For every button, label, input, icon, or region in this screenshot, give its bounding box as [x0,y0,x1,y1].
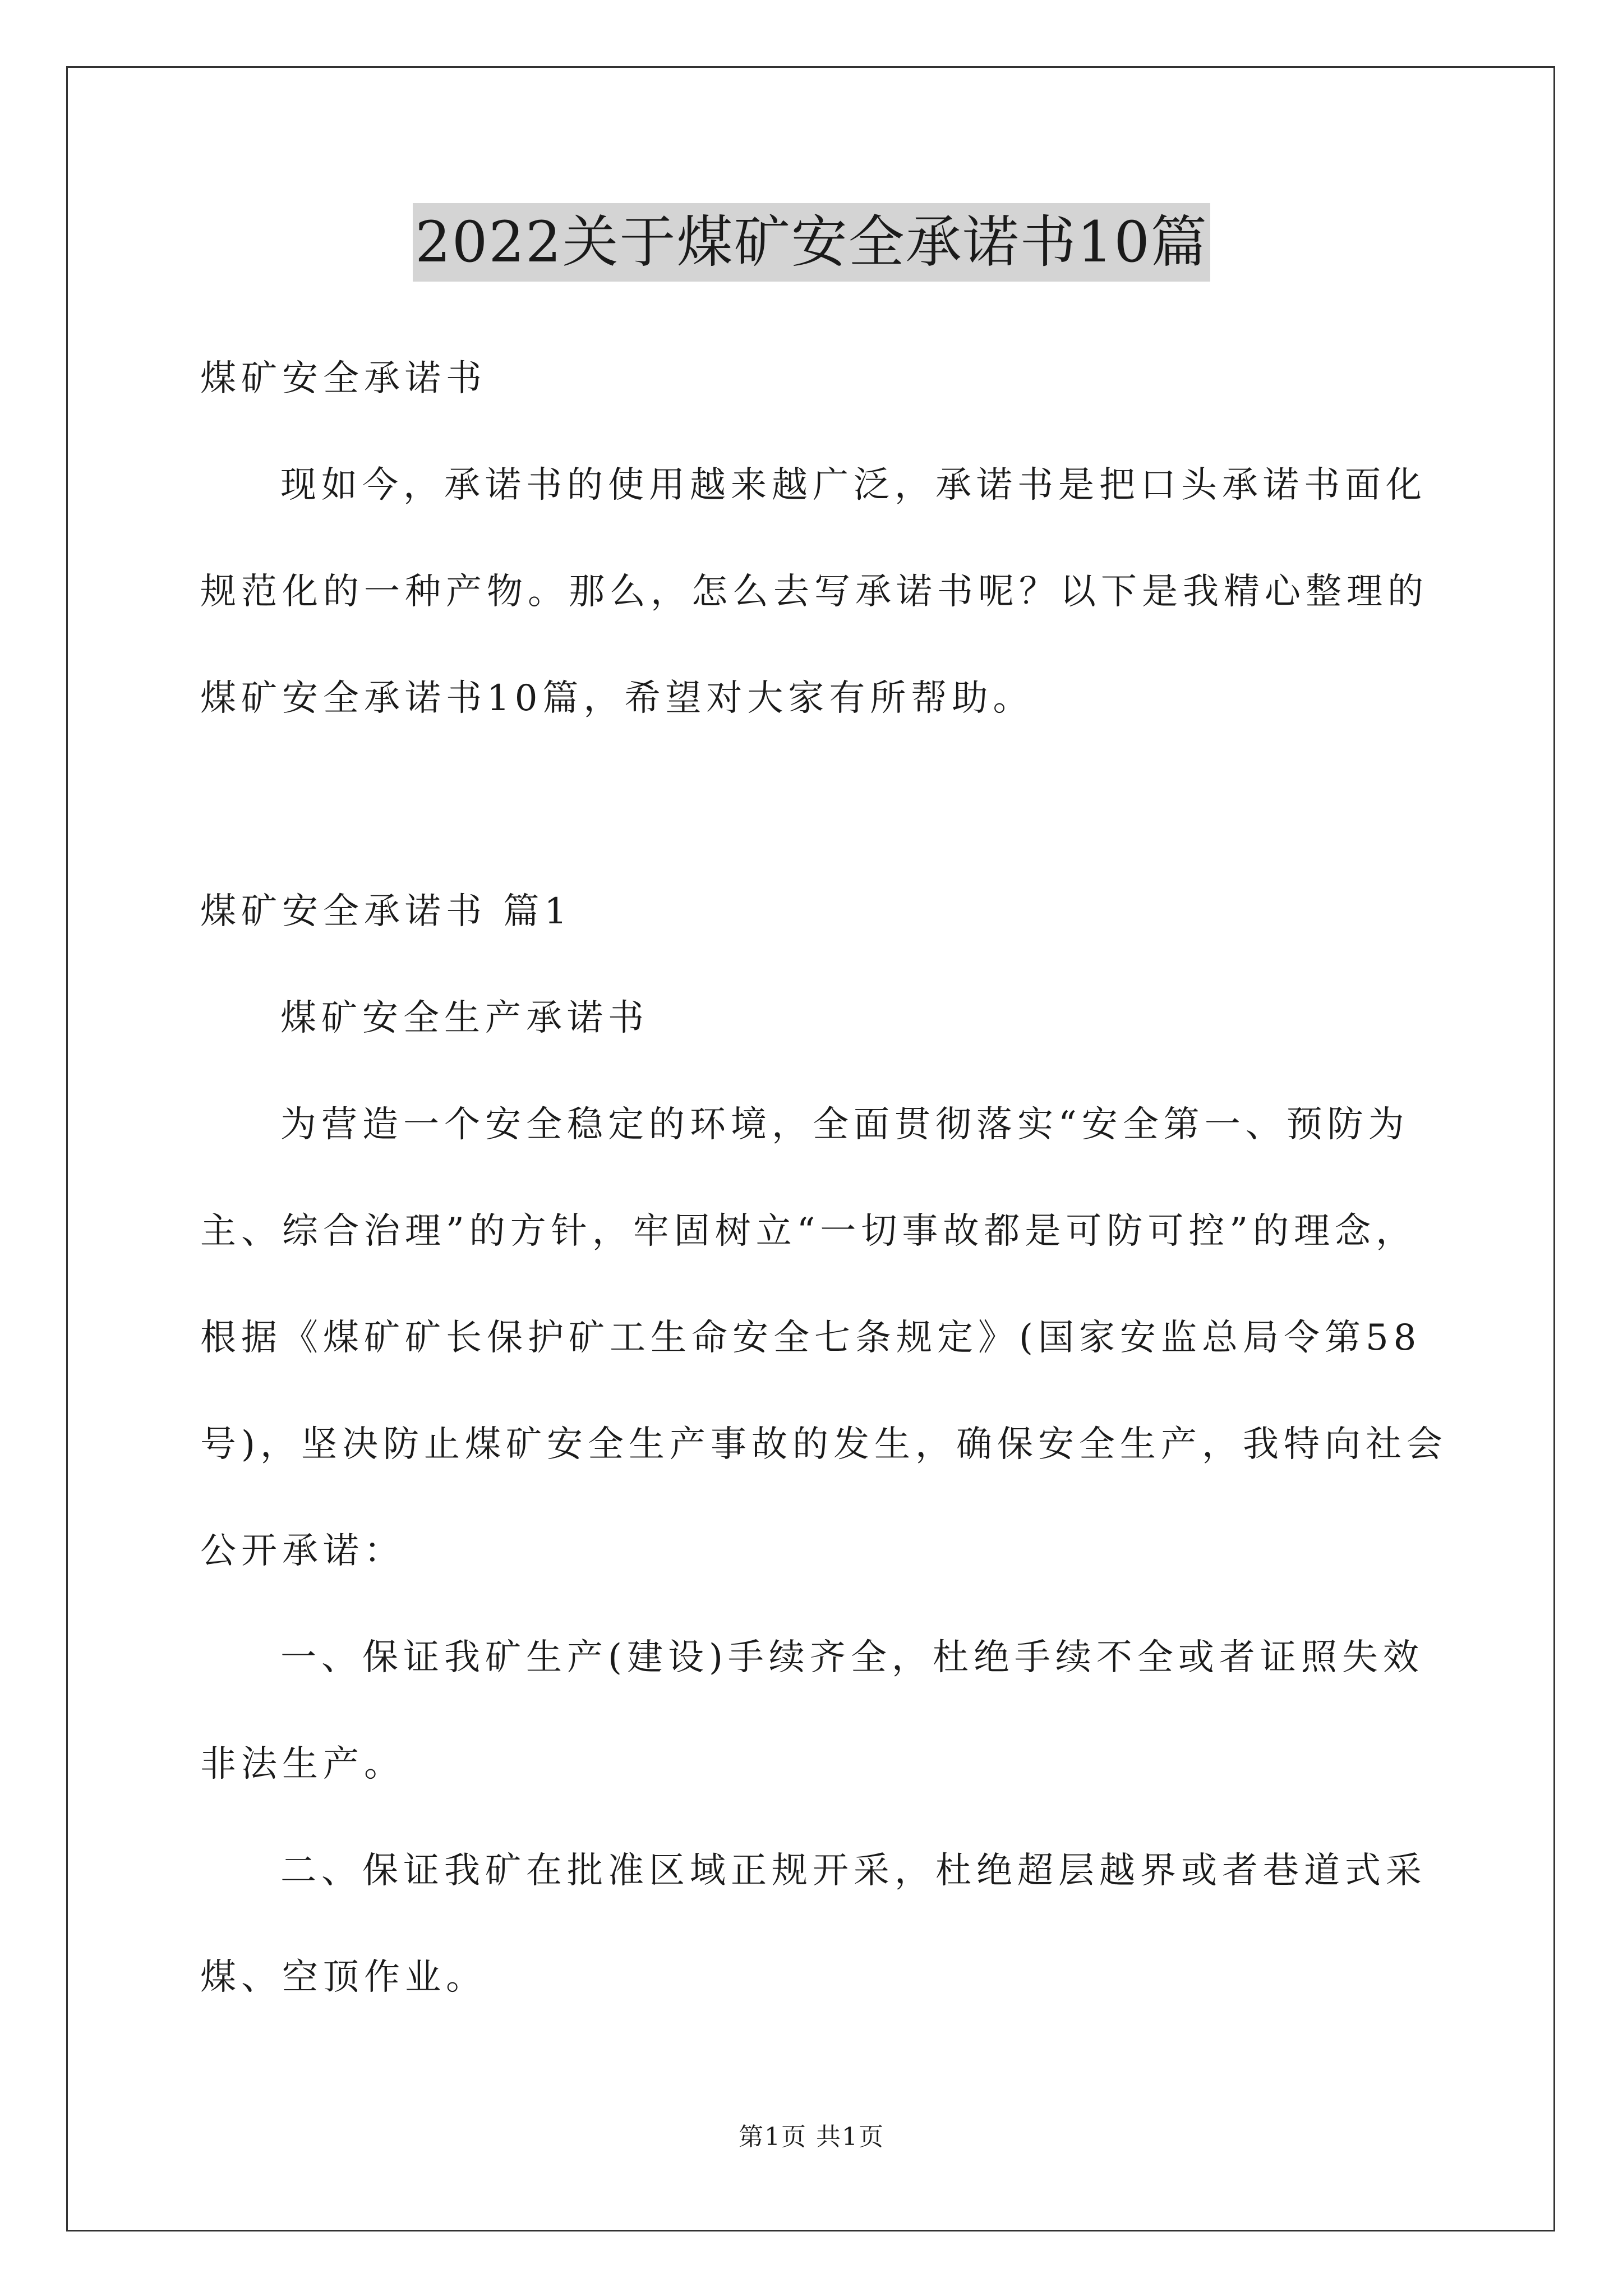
page-footer: 第1页 共1页 [739,2123,884,2151]
paragraph-line: 号)，坚决防止煤矿安全生产事故的发生，确保安全生产，我特向社会 [200,1424,1447,1465]
paragraph-line: 煤、空顶作业。 [200,1957,487,1998]
paragraph-line: 一、保证我矿生产(建设)手续齐全，杜绝手续不全或者证照失效 [280,1637,1424,1678]
subheading: 煤矿安全生产承诺书 [280,997,649,1039]
paragraph-line: 煤矿安全承诺书10篇，希望对大家有所帮助。 [200,678,1034,719]
title-container [0,203,1623,282]
paragraph-line: 二、保证我矿在批准区域正规开采，杜绝超层越界或者巷道式采 [280,1850,1427,1892]
paragraph-line: 主、综合治理”的方针，牢固树立“一切事故都是可防可控”的理念， [200,1211,1417,1252]
section-heading: 煤矿安全承诺书 篇1 [200,891,573,932]
paragraph-line: 公开承诺： [200,1530,405,1572]
paragraph-line: 现如今，承诺书的使用越来越广泛，承诺书是把口头承诺书面化 [280,464,1427,506]
paragraph-line: 根据《煤矿矿长保护矿工生命安全七条规定》(国家安监总局令第58 [200,1317,1422,1359]
intro-heading: 煤矿安全承诺书 [200,358,487,399]
paragraph-line: 为营造一个安全稳定的环境，全面贯彻落实“安全第一、预防为 [280,1104,1409,1145]
paragraph-line: 规范化的一种产物。那么，怎么去写承诺书呢？以下是我精心整理的 [200,571,1428,613]
paragraph-line: 非法生产。 [200,1743,405,1785]
document-title: 2022关于煤矿安全承诺书10篇 [413,203,1210,282]
